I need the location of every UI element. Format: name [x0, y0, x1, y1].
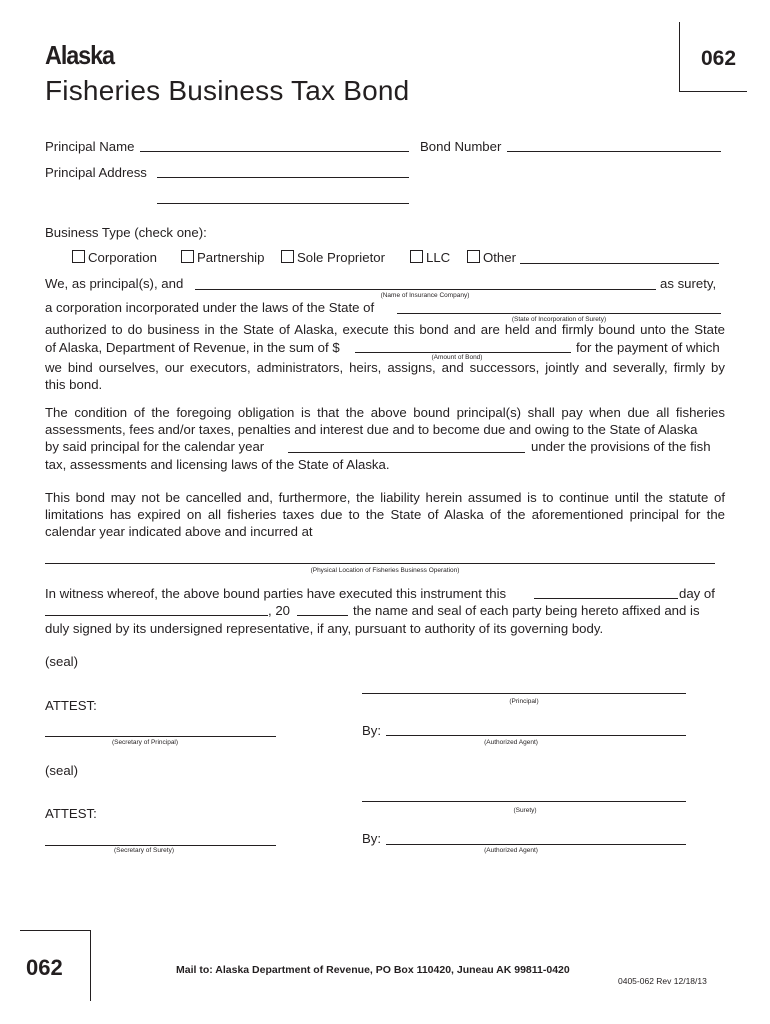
surety-agent-caption: (Authorized Agent) — [484, 847, 538, 854]
business-type-corporation[interactable] — [72, 249, 157, 266]
condition-under-text: under the provisions of the fish — [531, 439, 711, 454]
name-seal-text: the name and seal of each party being hereto affixed and is — [353, 603, 700, 618]
partnership-label: Partnership — [197, 250, 265, 265]
principal-address-field-1[interactable] — [157, 177, 409, 178]
corporation-checkbox[interactable] — [72, 250, 85, 263]
for-payment-text: for the payment of which — [576, 340, 720, 355]
principal-name-field[interactable] — [140, 151, 409, 152]
condition-paragraph: The condition of the foregoing obligation is that the above bound principal(s) shall pay when due all fisheries assessments, fees and/or taxes, penalties and interest due and to become due and owing to the State of Alaska — [45, 405, 725, 438]
surety-signature-field[interactable] — [362, 801, 686, 802]
condition-by-text: by said principal for the calendar year — [45, 439, 265, 454]
principal-agent-caption: (Authorized Agent) — [484, 739, 538, 746]
we-bind-text: we bind ourselves, our executors, administrators, heirs, assigns, and successors, jointly and severally, firmly by — [45, 360, 725, 375]
state-incorporation-caption: (State of Incorporation of Surety) — [511, 316, 607, 323]
attest-label-surety: ATTEST: — [45, 806, 97, 821]
principal-address-label: Principal Address — [45, 165, 147, 180]
mail-to-address: Mail to: Alaska Department of Revenue, PO Box 110420, Juneau AK 99811-0420 — [176, 964, 570, 976]
bond-amount-field[interactable] — [355, 352, 571, 353]
physical-location-caption: (Physical Location of Fisheries Business Operation) — [310, 567, 460, 574]
principal-address-field-2[interactable] — [157, 203, 409, 204]
llc-label: LLC — [426, 250, 451, 265]
calendar-year-field[interactable] — [288, 452, 525, 453]
surety-caption: (Surety) — [513, 807, 537, 814]
of-alaska-text: of Alaska, Department of Revenue, in the sum of $ — [45, 340, 340, 355]
witness-text: In witness whereof, the above bound parties have executed this instrument this — [45, 586, 507, 601]
principal-agent-field[interactable] — [386, 735, 686, 736]
attest-label-principal: ATTEST: — [45, 698, 97, 713]
partnership-checkbox[interactable] — [181, 250, 194, 263]
business-type-sole-proprietor[interactable] — [281, 249, 385, 266]
sole-proprietor-label: Sole Proprietor — [297, 250, 385, 265]
authorized-text: authorized to do business in the State of Alaska, execute this bond and are held and firmly bound unto the State — [45, 322, 725, 337]
principal-name-label: Principal Name — [45, 139, 135, 154]
secretary-principal-caption: (Secretary of Principal) — [111, 739, 179, 746]
footer-form-number: 062 — [26, 955, 63, 980]
business-type-other[interactable] — [467, 249, 516, 266]
other-checkbox[interactable] — [467, 250, 480, 263]
bond-number-field[interactable] — [507, 151, 721, 152]
year-field[interactable] — [297, 615, 348, 616]
corporation-label: Corporation — [88, 250, 157, 265]
other-specify-field[interactable] — [520, 263, 719, 264]
corporation-incorporated-text: a corporation incorporated under the laws of the State of — [45, 300, 375, 315]
duly-signed-text: duly signed by its undersigned representative, if any, pursuant to authority of its governing body. — [45, 621, 604, 636]
business-type-partnership[interactable] — [181, 249, 264, 266]
by-label-principal: By: — [362, 723, 382, 738]
principal-caption: (Principal) — [509, 698, 539, 705]
this-bond-text: this bond. — [45, 377, 103, 392]
by-label-surety: By: — [362, 831, 382, 846]
business-type-label: Business Type (check one): — [45, 225, 207, 240]
principals-and-text: We, as principal(s), and — [45, 276, 184, 291]
month-field[interactable] — [45, 615, 268, 616]
form-revision: 0405-062 Rev 12/18/13 — [618, 976, 707, 986]
comma-20-text: , 20 — [268, 603, 290, 618]
secretary-surety-field[interactable] — [45, 845, 276, 846]
state-incorporation-field[interactable] — [397, 313, 721, 314]
seal-label-principal: (seal) — [45, 654, 78, 669]
bond-amount-caption: (Amount of Bond) — [431, 354, 483, 361]
form-title: Fisheries Business Tax Bond — [45, 75, 410, 106]
secretary-principal-field[interactable] — [45, 736, 276, 737]
insurance-company-caption: (Name of Insurance Company) — [380, 292, 470, 299]
bond-number-label: Bond Number — [420, 139, 502, 154]
secretary-surety-caption: (Secretary of Surety) — [114, 847, 174, 854]
principal-signature-field[interactable] — [362, 693, 686, 694]
as-surety-text: as surety, — [660, 276, 717, 291]
insurance-company-field[interactable] — [195, 289, 656, 290]
business-type-llc[interactable] — [410, 249, 450, 266]
seal-label-surety: (seal) — [45, 763, 78, 778]
physical-location-field[interactable] — [45, 563, 715, 564]
form-number-top: 062 — [701, 47, 737, 70]
state-name: Alaska — [45, 40, 114, 70]
condition-end-text: tax, assessments and licensing laws of the State of Alaska. — [45, 457, 390, 472]
other-label: Other — [483, 250, 516, 265]
day-field[interactable] — [534, 598, 678, 599]
day-of-text: day of — [679, 586, 715, 601]
cancel-paragraph: This bond may not be cancelled and, furthermore, the liability herein assumed is to continue until the statute of limitations has expired on all fisheries taxes due to the State of Alaska of the aforementioned principal for the calendar year indicated above and incurred at — [45, 490, 725, 540]
sole-proprietor-checkbox[interactable] — [281, 250, 294, 263]
surety-agent-field[interactable] — [386, 844, 686, 845]
llc-checkbox[interactable] — [410, 250, 423, 263]
